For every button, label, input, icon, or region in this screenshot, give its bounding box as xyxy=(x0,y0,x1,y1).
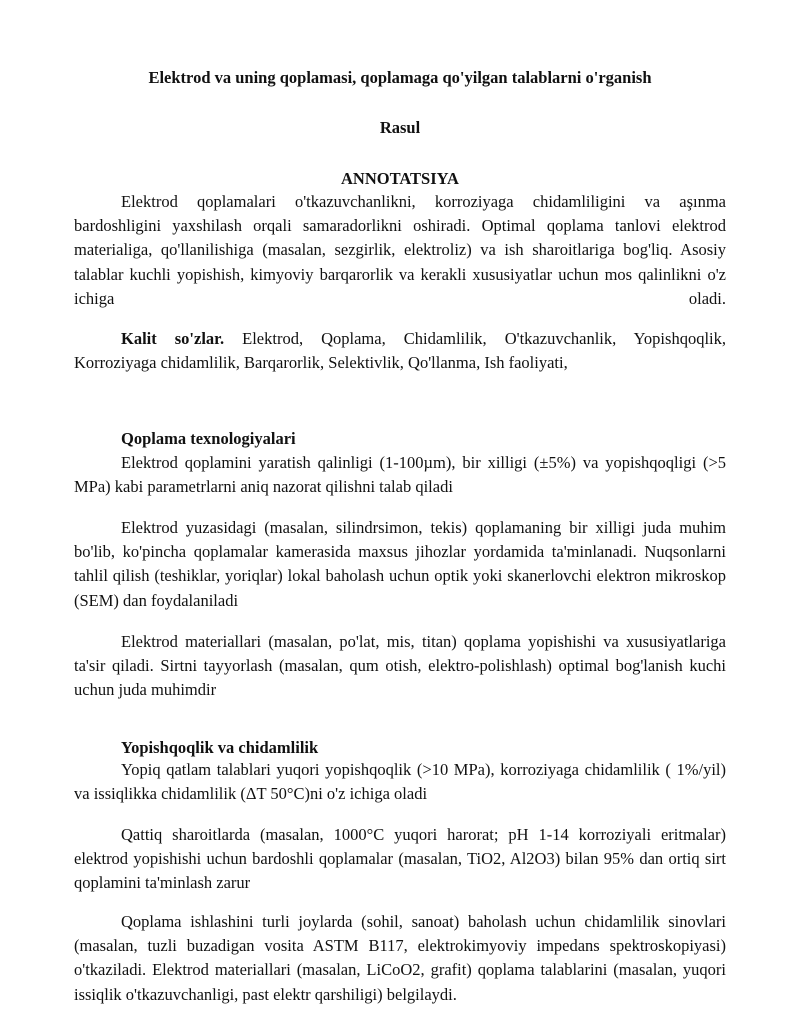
section-heading-coating-technologies: Qoplama texnologiyalari xyxy=(121,429,296,448)
paper-title: Elektrod va uning qoplamasi, qoplamaga qo'yilgan talablarni o'rganish xyxy=(148,68,652,87)
section2-paragraph-2: Qattiq sharoitlarda (masalan, 1000°C yuqori harorat; pH 1-14 korroziyali eritmalar) elektrod yopishishi uchun bardoshli qoplamalar (masalan, TiO2, Al2O3) bilan 95% dan ortiq sirt qoplamini ta'minlash zarur xyxy=(74,825,726,893)
section1-paragraph-3: Elektrod materiallari (masalan, po'lat, mis, titan) qoplama yopishishi va xususiyatlariga ta'sir qiladi. Sirtni tayyorlash (masalan, qum otish, elektro-polishlash) optimal bog'lanish kuchi uchun juda muhimdir xyxy=(74,632,726,700)
section2-paragraph-3: Qoplama ishlashini turli joylarda (sohil, sanoat) baholash uchun chidamlilik sinovlari (masalan, tuzli buzadigan vosita ASTM B117, elektrokimyoviy impedans spektroskopiyasi) o'tkaziladi. Elektrod materiallari (masalan, LiCoO2, grafit) qoplama talablarini (masalan, yuqori issiqlik o'tkazuvchanligi, past elektr qarshiligi) belgilaydi. xyxy=(74,912,726,1004)
paper-author: Rasul xyxy=(379,118,421,137)
section-heading-adhesion-durability: Yopishqoqlik va chidamlilik xyxy=(121,738,319,757)
keywords-label: Kalit so'zlar. xyxy=(121,329,225,348)
section1-paragraph-1: Elektrod qoplamini yaratish qalinligi (1-100µm), bir xilligi (±5%) va yopishqoqligi (>5 MPa) kabi parametrlarni aniq nazorat qilishni talab qiladi xyxy=(74,453,726,497)
abstract-heading: ANNOTATSIYA xyxy=(341,169,459,188)
section2-paragraph-1: Yopiq qatlam talablari yuqori yopishqoqlik (>10 MPa), korroziyaga chidamlilik ( 1%/yil) va issiqlikka chidamlilik (ΔT 50°C)ni o'z ichiga oladi xyxy=(74,760,726,804)
keywords-text: Elektrod, Qoplama, Chidamlilik, O'tkazuvchanlik, Yopishqoqlik, Korroziyaga chidamlilik, Barqarorlik, Selektivlik, Qo'llanma, Ish faoliyati, xyxy=(74,329,726,373)
abstract-paragraph: Elektrod qoplamalari o'tkazuvchanlikni, korroziyaga chidamliligini va aşınma bardoshligini yaxshilash orqali samaradorlikni oshiradi. Optimal qoplama tanlovi elektrod materialiga, qo'llanilishiga (masalan, sezgirlik, elektroliz) va ish sharoitlariga bog'liq. Asosiy talablar kuchli yopishish, kimyoviy barqarorlik va kerakli xususiyatlar uchun mos qalinlikni o'z ichiga oladi. xyxy=(74,192,726,308)
section1-paragraph-2: Elektrod yuzasidagi (masalan, silindrsimon, tekis) qoplamaning bir xilligi juda muhim bo'lib, ko'pincha qoplamalar kamerasida maxsus jihozlar yordamida ta'minlanadi. Nuqsonlarni tahlil qilish (teshiklar, yoriqlar) lokal baholash uchun optik yoki skanerlovchi elektron mikroskop (SEM) dan foydalaniladi xyxy=(74,518,726,610)
keywords-paragraph xyxy=(74,327,726,375)
